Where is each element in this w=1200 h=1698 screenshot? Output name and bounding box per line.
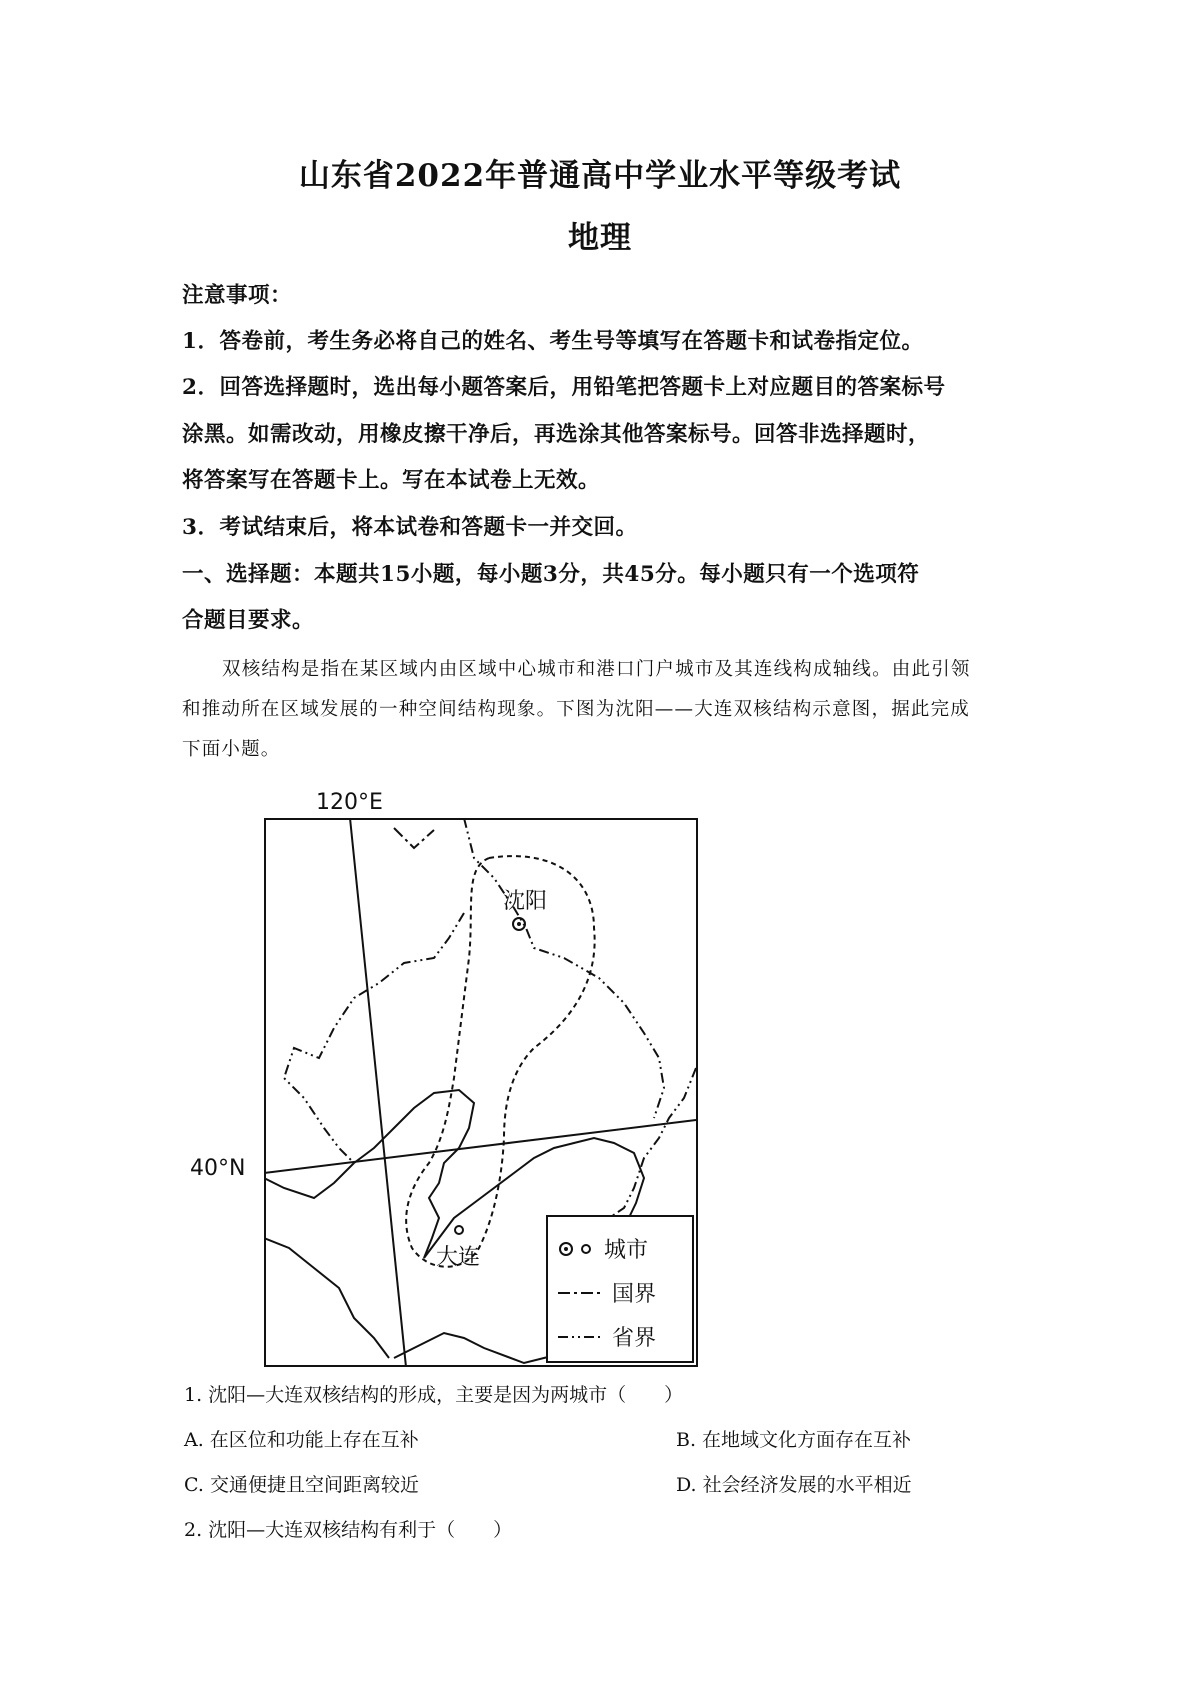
dalian-marker [455, 1226, 463, 1234]
notice-line-4: 将答案写在答题卡上。写在本试卷上无效。 [182, 468, 601, 493]
notice-line-2: 2．回答选择题时，选出每小题答案后，用铅笔把答题卡上对应题目的答案标号 [182, 375, 946, 400]
question-1-option-a: A. 在区位和功能上存在互补 [184, 1429, 419, 1451]
exam-title: 山东省2022年普通高中学业水平等级考试 [298, 158, 902, 194]
provincial-border [464, 818, 664, 1118]
dalian-label: 大连 [436, 1245, 481, 1270]
notice-line-1: 1．答卷前，考生务必将自己的姓名、考生号等填写在答题卡和试卷指定位。 [182, 329, 924, 354]
map-legend [546, 1215, 694, 1363]
question-1-option-b: B. 在地域文化方面存在互补 [676, 1429, 912, 1451]
notice-heading: 注意事项： [182, 283, 293, 308]
coastline-southwest [264, 1238, 389, 1358]
legend-national-border-label: 国界 [612, 1282, 657, 1307]
section-heading-line-1: 一、选择题：本题共15小题，每小题3分，共45分。每小题只有一个选项符 [182, 562, 920, 587]
legend-row-city [558, 1233, 648, 1264]
passage-line-3: 下面小题。 [182, 739, 281, 760]
city-symbol-icon [558, 1240, 594, 1258]
legend-row-national [558, 1277, 656, 1308]
meridian-120e [350, 818, 406, 1367]
longitude-label: 120°E [316, 790, 383, 815]
parallel-40n [264, 1120, 696, 1173]
legend-city-label: 城市 [604, 1238, 649, 1263]
passage-line-2: 和推动所在区域发展的一种空间结构现象。下图为沈阳——大连双核结构示意图，据此完成 [182, 699, 971, 720]
passage-line-1: 双核结构是指在某区域内由区域中心城市和港口门户城市及其连线构成轴线。由此引领 [222, 659, 971, 680]
national-border [394, 828, 434, 848]
question-2-stem: 2. 沈阳—大连双核结构有利于（ ） [184, 1519, 513, 1541]
subject-title: 地理 [568, 220, 632, 256]
notice-line-5: 3．考试结束后，将本试卷和答题卡一并交回。 [182, 515, 638, 540]
question-1-option-c: C. 交通便捷且空间距离较近 [184, 1474, 419, 1496]
section-heading-line-2: 合题目要求。 [182, 608, 315, 633]
legend-row-provincial [558, 1321, 656, 1352]
legend-provincial-border-label: 省界 [612, 1326, 657, 1351]
latitude-label: 40°N [190, 1156, 246, 1181]
national-border-symbol-icon [558, 1288, 602, 1298]
provincial-border-east [609, 1068, 696, 1218]
core-region-outline [406, 856, 594, 1267]
provincial-border-symbol-icon [558, 1332, 602, 1342]
question-1-stem: 1. 沈阳—大连双核结构的形成，主要是因为两城市（ ） [184, 1384, 684, 1406]
provincial-border-west [284, 913, 464, 1163]
question-1-option-d: D. 社会经济发展的水平相近 [676, 1474, 912, 1496]
notice-line-3: 涂黑。如需改动，用橡皮擦干净后，再选涂其他答案标号。回答非选择题时， [182, 422, 931, 447]
shenyang-label: 沈阳 [503, 889, 548, 914]
